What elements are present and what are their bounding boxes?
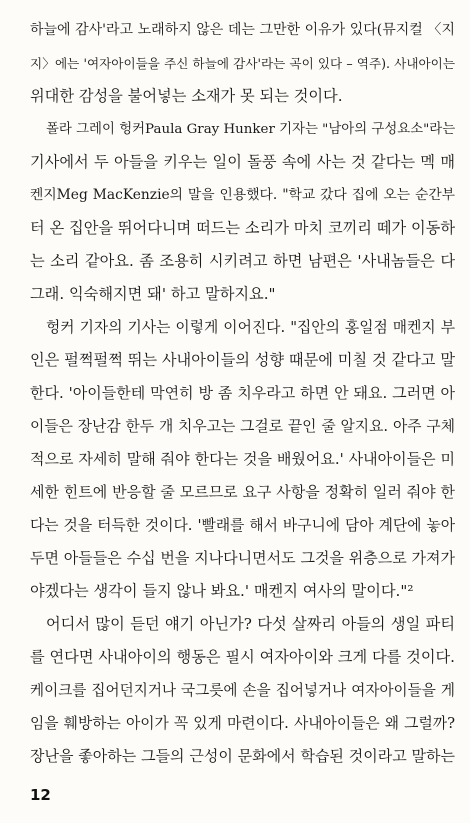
text-line: 케이크를 집어던지거나 국그릇에 손을 집어넣거나 여자아이들을 게 <box>30 682 455 699</box>
text-line: 한다. '아이들한테 막연히 방 좀 치우라고 하면 안 돼요. 그러면 아 <box>30 384 455 402</box>
text-line: 임을 훼방하는 아이가 꼭 있게 마련이다. 사내아이들은 왜 그럴까? <box>30 715 455 732</box>
body-text <box>30 14 455 773</box>
text-line: 하늘에 감사'라고 노래하지 않은 데는 그만한 이유가 있다(뮤지컬 〈지 <box>30 22 455 38</box>
text-line: 켄지Meg MacKenzie의 말을 인용했다. "학교 갔다 집에 오는 순간부 <box>30 187 455 203</box>
page-number: 12 <box>30 786 51 804</box>
text-line: 폴라 그레이 헝커Paula Gray Hunker 기자는 "남아의 구성요소"라는 <box>46 122 456 137</box>
text-line: 를 연다면 사내아이의 행동은 필시 여자아이와 크게 다를 것이다. <box>30 648 455 666</box>
text-line: 야겠다는 생각이 들지 않나 봐요.' 매켄지 여사의 말이다."² <box>30 582 414 600</box>
text-line: 위대한 감성을 불어넣는 소재가 못 되는 것이다. <box>30 87 343 105</box>
text-line: 터 온 집안을 뛰어다니며 떠드는 소리가 마치 코끼리 떼가 이동하 <box>30 219 455 237</box>
text-line: 인은 펄쩍펄쩍 뛰는 사내아이들의 성향 때문에 미칠 것 같다고 말 <box>30 351 455 369</box>
text-line: 는 소리 같아요. 좀 조용히 시키려고 하면 남편은 '사내놈들은 다 <box>30 252 455 270</box>
text-line: 기사에서 두 아들을 키우는 일이 돌풍 속에 사는 것 같다는 멕 매 <box>30 153 455 171</box>
text-line: 어디서 많이 듣던 얘기 아닌가? 다섯 살짜리 아들의 생일 파티 <box>46 615 455 633</box>
text-line: 헝커 기자의 기사는 이렇게 이어진다. "집안의 홍일점 매켄지 부 <box>46 319 455 336</box>
text-line: 그래. 익숙해지면 돼' 하고 말하지요." <box>30 285 276 303</box>
text-line: 장난을 좋아하는 그들의 근성이 문화에서 학습된 것이라고 말하는 <box>30 747 455 765</box>
text-line: 적으로 자세히 말해 줘야 한다는 것을 배웠어요.' 사내아이들은 미 <box>30 450 455 468</box>
text-line: 다는 것을 터득한 것이다. '빨래를 해서 바구니에 담아 계단에 놓아 <box>30 517 455 534</box>
text-line: 지〉에는 '여자아이들을 주신 하늘에 감사'라는 곡이 있다 – 역주). 사내아이는 <box>30 56 455 71</box>
text-line: 이들은 장난감 한두 개 치우고는 그걸로 끝인 줄 알지요. 아주 구체 <box>30 418 455 435</box>
text-line: 세한 힌트에 반응할 줄 모르므로 요구 사항을 정확히 일러 줘야 한 <box>30 483 455 501</box>
text-line: 두면 아들들은 수십 번을 지나다니면서도 그것을 위층으로 가져가 <box>30 549 455 567</box>
